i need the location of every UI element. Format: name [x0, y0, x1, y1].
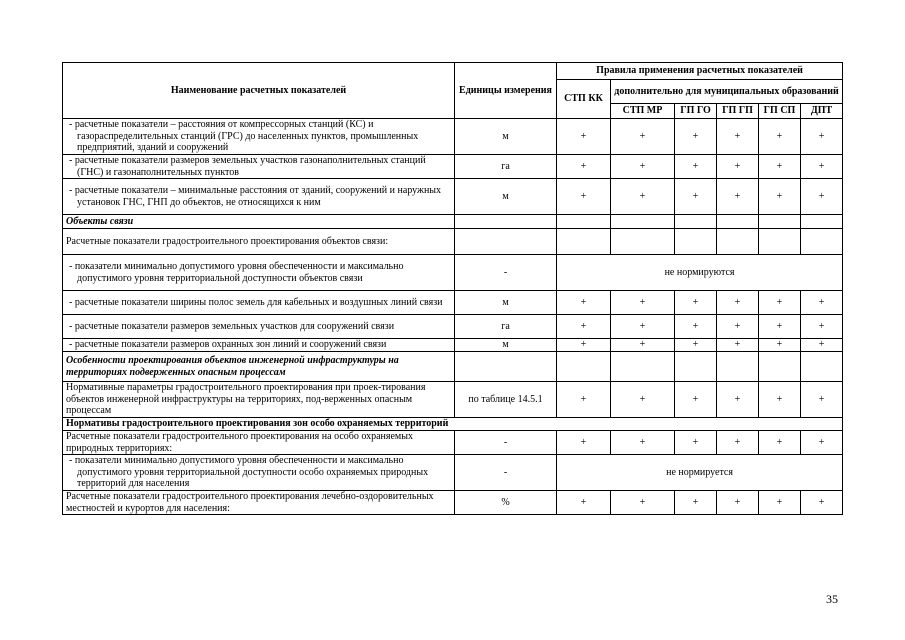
unit-cell: м: [455, 179, 557, 215]
applicability-mark: +: [557, 291, 611, 315]
applicability-mark: +: [557, 179, 611, 215]
table-row: [63, 179, 843, 215]
applicability-mark: +: [801, 315, 843, 339]
applicability-mark: +: [801, 155, 843, 179]
applicability-mark: +: [675, 315, 717, 339]
empty-cell: [557, 352, 611, 382]
applicability-mark: +: [611, 155, 675, 179]
empty-cell: [557, 229, 611, 255]
applicability-mark: +: [611, 291, 675, 315]
table-body: [63, 119, 843, 515]
empty-cell: [611, 229, 675, 255]
applicability-mark: +: [557, 339, 611, 352]
empty-cell: [675, 229, 717, 255]
indicator-name: Расчетные показатели градостроительного проектирования на особо охраняемых природных территориях:: [63, 431, 455, 455]
applicability-mark: +: [675, 291, 717, 315]
section-heading: Расчетные показатели градостроительного проектирования объектов связи:: [63, 229, 455, 255]
empty-cell: [801, 229, 843, 255]
unit-cell: м: [455, 119, 557, 155]
empty-cell: [675, 352, 717, 382]
empty-cell: [759, 352, 801, 382]
applicability-mark: +: [675, 179, 717, 215]
applicability-mark: +: [759, 315, 801, 339]
table-row: [63, 291, 843, 315]
applicability-mark: +: [759, 179, 801, 215]
applicability-mark: +: [557, 431, 611, 455]
applicability-mark: +: [759, 431, 801, 455]
empty-cell: [611, 352, 675, 382]
indicator-name: - расчетные показатели размеров охранных зон линий и сооружений связи: [63, 339, 455, 352]
page-number: 35: [826, 592, 838, 606]
section-heading: Особенности проектирования объектов инженерной инфраструктуры на территориях подверженных опасным процессам: [63, 352, 455, 382]
applicability-mark: +: [801, 179, 843, 215]
unit-cell: м: [455, 339, 557, 352]
empty-cell: [557, 215, 611, 229]
applicability-mark: +: [557, 315, 611, 339]
header-additional: дополнительно для муниципальных образований: [611, 80, 843, 104]
header-sub-gp-go: ГП ГО: [675, 104, 717, 119]
table-row: [63, 339, 843, 352]
applicability-mark: +: [675, 119, 717, 155]
applicability-mark: +: [717, 491, 759, 515]
table-row: [63, 352, 843, 382]
applicability-mark: +: [611, 431, 675, 455]
indicator-name: - показатели минимально допустимого уровня обеспеченности и максимально допустимого уровня территориальной доступности объектов связи: [63, 255, 455, 291]
header-name-column: Наименование расчетных показателей: [63, 63, 455, 119]
applicability-mark: +: [557, 119, 611, 155]
applicability-mark: +: [557, 491, 611, 515]
section-heading: Объекты связи: [63, 215, 455, 229]
section-heading: Нормативы градостроительного проектирования зон особо охраняемых территорий: [63, 418, 843, 431]
unit-cell: -: [455, 431, 557, 455]
empty-cell: [759, 229, 801, 255]
indicator-name: - расчетные показатели размеров земельных участков газонаполнительных станций (ГНС) и газонаполнительных пунктов: [63, 155, 455, 179]
applicability-mark: +: [759, 291, 801, 315]
table-row: [63, 431, 843, 455]
header-stp-kk: СТП КК: [557, 80, 611, 119]
applicability-mark: +: [557, 155, 611, 179]
applicability-mark: +: [611, 491, 675, 515]
applicability-mark: +: [759, 491, 801, 515]
applicability-mark: +: [801, 119, 843, 155]
applicability-mark: +: [759, 339, 801, 352]
applicability-mark: +: [717, 155, 759, 179]
applicability-mark: +: [675, 431, 717, 455]
empty-cell: [455, 229, 557, 255]
applicability-mark: +: [611, 119, 675, 155]
applicability-mark: +: [717, 179, 759, 215]
applicability-mark: +: [801, 431, 843, 455]
table-row: [63, 418, 843, 431]
unit-cell: га: [455, 315, 557, 339]
applicability-mark: +: [759, 119, 801, 155]
applicability-mark: +: [557, 382, 611, 418]
empty-cell: [717, 229, 759, 255]
header-sub-gp-gp: ГП ГП: [717, 104, 759, 119]
applicability-mark: +: [611, 339, 675, 352]
table-row: [63, 491, 843, 515]
empty-cell: [801, 352, 843, 382]
applicability-mark: +: [717, 382, 759, 418]
table-row: [63, 155, 843, 179]
unit-cell: м: [455, 291, 557, 315]
empty-cell: [455, 352, 557, 382]
applicability-mark: +: [759, 382, 801, 418]
applicability-mark: +: [611, 179, 675, 215]
merged-note: не нормируется: [557, 455, 843, 491]
table-row: [63, 455, 843, 491]
empty-cell: [801, 215, 843, 229]
table-row: [63, 382, 843, 418]
table-row: [63, 229, 843, 255]
header-rules: Правила применения расчетных показателей: [557, 63, 843, 80]
table-row: [63, 215, 843, 229]
applicability-mark: +: [611, 382, 675, 418]
applicability-mark: +: [675, 339, 717, 352]
applicability-mark: +: [759, 155, 801, 179]
applicability-mark: +: [675, 155, 717, 179]
empty-cell: [455, 215, 557, 229]
table-row: [63, 255, 843, 291]
table-row: [63, 315, 843, 339]
applicability-mark: +: [675, 491, 717, 515]
indicator-name: Нормативные параметры градостроительного проектирования при проек-тирования объектов инженерной инфраструктуры на территориях, под-верженных опасным процессам: [63, 382, 455, 418]
indicator-name: - расчетные показатели размеров земельных участков для сооружений связи: [63, 315, 455, 339]
applicability-mark: +: [717, 315, 759, 339]
empty-cell: [611, 215, 675, 229]
applicability-mark: +: [801, 339, 843, 352]
unit-cell: га: [455, 155, 557, 179]
table-row: [63, 119, 843, 155]
merged-note: не нормируются: [557, 255, 843, 291]
unit-cell: по таблице 14.5.1: [455, 382, 557, 418]
header-unit-column: Единицы измерения: [455, 63, 557, 119]
header-sub-dpt: ДПТ: [801, 104, 843, 119]
unit-cell: -: [455, 255, 557, 291]
indicator-name: - расчетные показатели – расстояния от компрессорных станций (КС) и газораспределительных станций (ГРС) до населенных пунктов, промышленных предприятий, зданий и сооружений: [63, 119, 455, 155]
applicability-mark: +: [801, 291, 843, 315]
empty-cell: [675, 215, 717, 229]
indicator-name: Расчетные показатели градостроительного проектирования лечебно-оздоровительных местностей и курортов для населения:: [63, 491, 455, 515]
empty-cell: [717, 215, 759, 229]
standards-table: [62, 62, 843, 515]
applicability-mark: +: [717, 119, 759, 155]
applicability-mark: +: [717, 339, 759, 352]
applicability-mark: +: [611, 315, 675, 339]
empty-cell: [759, 215, 801, 229]
empty-cell: [717, 352, 759, 382]
applicability-mark: +: [717, 291, 759, 315]
header-sub-stp-mr: СТП МР: [611, 104, 675, 119]
header-sub-gp-sp: ГП СП: [759, 104, 801, 119]
applicability-mark: +: [801, 382, 843, 418]
applicability-mark: +: [717, 431, 759, 455]
unit-cell: -: [455, 455, 557, 491]
applicability-mark: +: [801, 491, 843, 515]
applicability-mark: +: [675, 382, 717, 418]
indicator-name: - расчетные показатели – минимальные расстояния от зданий, сооружений и наружных установок ГНС, ГНП до объектов, не относящихся к ним: [63, 179, 455, 215]
indicator-name: - показатели минимально допустимого уровня обеспеченности и максимально допустимого уровня территориальной доступности особо охраняемых природных территорий для населения: [63, 455, 455, 491]
unit-cell: %: [455, 491, 557, 515]
indicator-name: - расчетные показатели ширины полос земель для кабельных и воздушных линий связи: [63, 291, 455, 315]
